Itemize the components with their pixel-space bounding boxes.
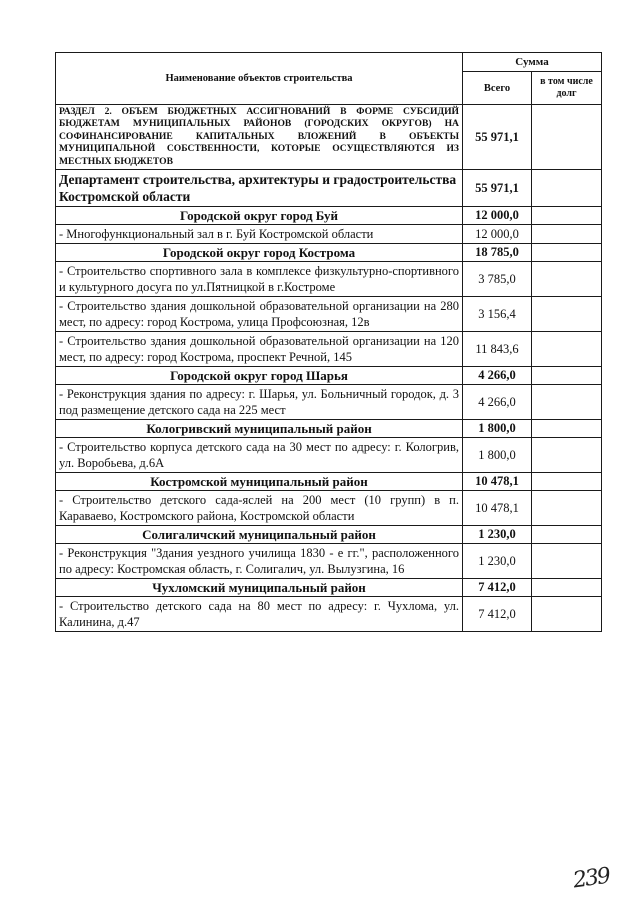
item-name: - Реконструкция "Здания уездного училища 1830 - е гг.", расположенного по адресу: Костромская область, г. Солигалич, ул. Вылузгина, 16 [56, 544, 463, 579]
table-row [56, 105, 602, 170]
debt-value [532, 438, 602, 473]
group-name: Кологривский муниципальный район [56, 420, 463, 438]
table-row [56, 526, 602, 544]
debt-value [532, 244, 602, 262]
debt-value [532, 262, 602, 297]
total-value: 1 800,0 [463, 420, 532, 438]
total-value: 4 266,0 [463, 367, 532, 385]
group-name: Городской округ город Буй [56, 207, 463, 225]
table-row [56, 225, 602, 244]
total-value: 10 478,1 [463, 491, 532, 526]
dept-name: Департамент строительства, архитектуры и градостроительства Костромской области [56, 170, 463, 207]
group-name: Костромской муниципальный район [56, 473, 463, 491]
total-value: 18 785,0 [463, 244, 532, 262]
total-value: 7 412,0 [463, 579, 532, 597]
item-name: - Строительство детского сада на 80 мест по адресу: г. Чухлома, ул. Калинина, д.47 [56, 597, 463, 632]
item-name: - Строительство здания дошкольной образовательной организации на 120 мест, по адресу: город Кострома, проспект Речной, 145 [56, 332, 463, 367]
item-name: - Строительство детского сада-яслей на 200 мест (10 групп) в п. Караваево, Костромского района, Костромской области [56, 491, 463, 526]
table-row [56, 385, 602, 420]
table-row [56, 367, 602, 385]
table-body [56, 105, 602, 632]
item-name: - Строительство спортивного зала в комплексе физкультурно-спортивного и культурного досуга по ул.Пятницкой в г.Костроме [56, 262, 463, 297]
total-value: 10 478,1 [463, 473, 532, 491]
table-row [56, 332, 602, 367]
table-row [56, 544, 602, 579]
group-name: Чухломский муниципальный район [56, 579, 463, 597]
debt-value [532, 297, 602, 332]
header-debt: в том числе долг [532, 72, 602, 105]
debt-value [532, 544, 602, 579]
table-row [56, 170, 602, 207]
item-name: - Многофункциональный зал в г. Буй Костромской области [56, 225, 463, 244]
table-row [56, 473, 602, 491]
header-total: Всего [463, 72, 532, 105]
total-value: 55 971,1 [463, 170, 532, 207]
group-name: Городской округ город Кострома [56, 244, 463, 262]
debt-value [532, 473, 602, 491]
header-object-name: Наименование объектов строительства [56, 53, 463, 105]
debt-value [532, 170, 602, 207]
table-row [56, 420, 602, 438]
table-row [56, 297, 602, 332]
total-value: 55 971,1 [463, 105, 532, 170]
debt-value [532, 491, 602, 526]
total-value: 12 000,0 [463, 225, 532, 244]
total-value: 12 000,0 [463, 207, 532, 225]
debt-value [532, 597, 602, 632]
debt-value [532, 225, 602, 244]
total-value: 1 800,0 [463, 438, 532, 473]
section-name: РАЗДЕЛ 2. ОБЪЕМ БЮДЖЕТНЫХ АССИГНОВАНИЙ В ФОРМЕ СУБСИДИЙ БЮДЖЕТАМ МУНИЦИПАЛЬНЫХ РАЙОНОВ (ГОРОДСКИХ ОКРУГОВ) НА СОФИНАНСИРОВАНИЕ КАПИТАЛЬНЫХ ВЛОЖЕНИЙ В ОБЪЕКТЫ МУНИЦИПАЛЬНОЙ СОБСТВЕННОСТИ, КОТОРЫЕ ОСУЩЕСТВЛЯЮТСЯ ИЗ МЕСТНЫХ БЮДЖЕТОВ [56, 105, 463, 170]
total-value: 3 156,4 [463, 297, 532, 332]
debt-value [532, 420, 602, 438]
table-row [56, 438, 602, 473]
table-row [56, 207, 602, 225]
total-value: 7 412,0 [463, 597, 532, 632]
item-name: - Реконструкция здания по адресу: г. Шарья, ул. Больничный городок, д. 3 под размещение детского сада на 225 мест [56, 385, 463, 420]
table-row [56, 597, 602, 632]
debt-value [532, 385, 602, 420]
debt-value [532, 105, 602, 170]
total-value: 3 785,0 [463, 262, 532, 297]
handwritten-page-number: 239 [571, 863, 611, 894]
header-sum: Сумма [463, 53, 602, 72]
debt-value [532, 367, 602, 385]
table-row [56, 579, 602, 597]
debt-value [532, 526, 602, 544]
budget-table [55, 52, 602, 632]
debt-value [532, 579, 602, 597]
total-value: 1 230,0 [463, 544, 532, 579]
group-name: Солигаличский муниципальный район [56, 526, 463, 544]
total-value: 4 266,0 [463, 385, 532, 420]
total-value: 11 843,6 [463, 332, 532, 367]
table-row [56, 262, 602, 297]
table-row [56, 491, 602, 526]
table-row [56, 244, 602, 262]
item-name: - Строительство корпуса детского сада на 30 мест по адресу: г. Кологрив, ул. Воробьева, д.6А [56, 438, 463, 473]
total-value: 1 230,0 [463, 526, 532, 544]
item-name: - Строительство здания дошкольной образовательной организации на 280 мест, по адресу: город Кострома, улица Профсоюзная, 12в [56, 297, 463, 332]
debt-value [532, 207, 602, 225]
group-name: Городской округ город Шарья [56, 367, 463, 385]
debt-value [532, 332, 602, 367]
